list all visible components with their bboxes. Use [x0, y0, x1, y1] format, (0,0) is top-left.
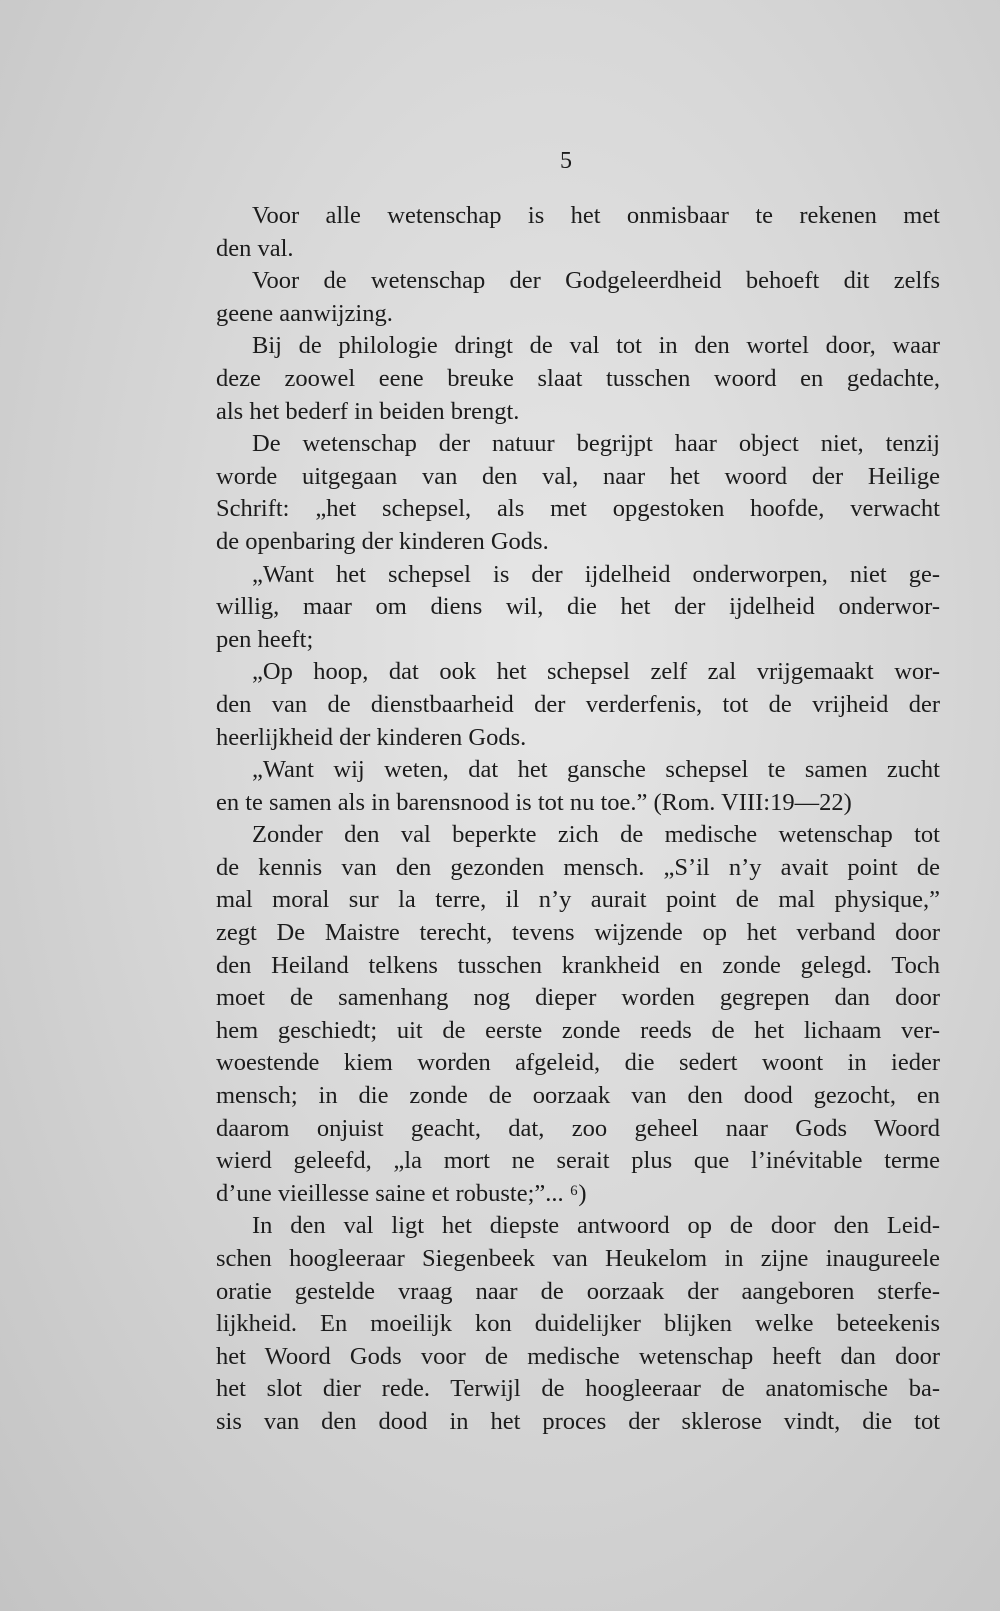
- text-line: „Op hoop, dat ook het schepsel zelf zal vrijgemaakt wor-: [252, 658, 940, 686]
- text-line: Zonder den val beperkte zich de medische wetenschap tot: [252, 821, 940, 849]
- text-line: zegt De Maistre terecht, tevens wijzende op het verband door: [216, 919, 940, 947]
- text-line: daarom onjuist geacht, dat, zoo geheel naar Gods Woord: [216, 1114, 940, 1142]
- text-line: den Heiland telkens tusschen krankheid en zonde gelegd. Toch: [216, 951, 940, 979]
- text-line: willig, maar om diens wil, die het der ijdelheid onderwor-: [216, 593, 940, 621]
- text-line: de openbaring der kinderen Gods.: [216, 527, 549, 555]
- text-line: schen hoogleeraar Siegenbeek van Heukelom in zijne inaugureele: [216, 1245, 940, 1272]
- text-line: lijkheid. En moeilijk kon duidelijker blijken welke beteekenis: [216, 1310, 940, 1338]
- text-line: Voor de wetenschap der Godgeleerdheid behoeft dit zelfs: [252, 267, 940, 295]
- body-text: [216, 200, 940, 1439]
- text-line: wierd geleefd, „la mort ne serait plus que l’inévitable terme: [216, 1147, 940, 1175]
- text-line: het slot dier rede. Terwijl de hoogleeraar de anatomische ba-: [216, 1375, 940, 1403]
- page-number: 5: [560, 148, 572, 174]
- text-line: heerlijkheid der kinderen Gods.: [216, 723, 527, 751]
- text-line: mensch; in die zonde de oorzaak van den dood gezocht, en: [216, 1082, 940, 1110]
- text-line: sis van den dood in het proces der sklerose vindt, die tot: [216, 1407, 940, 1435]
- text-line: deze zoowel eene breuke slaat tusschen woord en gedachte,: [216, 364, 940, 392]
- text-line: oratie gestelde vraag naar de oorzaak der aangeboren sterfe-: [216, 1277, 940, 1305]
- text-line: pen heeft;: [216, 625, 314, 653]
- text-line: den val.: [216, 234, 294, 262]
- text-line: woestende kiem worden afgeleid, die sedert woont in ieder: [216, 1049, 940, 1077]
- text-line: worde uitgegaan van den val, naar het woord der Heilige: [216, 462, 940, 490]
- text-line: Bij de philologie dringt de val tot in den wortel door, waar: [252, 332, 940, 360]
- text-line: den van de dienstbaarheid der verderfenis, tot de vrijheid der: [216, 690, 940, 718]
- text-line: In den val ligt het diepste antwoord op de door den Leid-: [252, 1212, 940, 1240]
- text-line: Voor alle wetenschap is het onmisbaar te rekenen met: [252, 202, 940, 229]
- text-line: moet de samenhang nog dieper worden gegrepen dan door: [216, 984, 940, 1012]
- text-line: als het bederf in beiden brengt.: [216, 397, 520, 425]
- text-line: d’une vieillesse saine et robuste;”... ⁶): [216, 1179, 587, 1207]
- text-line: mal moral sur la terre, il n’y aurait point de mal physique,”: [216, 886, 940, 914]
- text-line: hem geschiedt; uit de eerste zonde reeds de het lichaam ver-: [216, 1016, 940, 1044]
- text-line: de kennis van den gezonden mensch. „S’il n’y avait point de: [216, 853, 940, 881]
- text-line: het Woord Gods voor de medische wetenschap heeft dan door: [216, 1342, 940, 1370]
- text-line: De wetenschap der natuur begrijpt haar object niet, tenzij: [252, 430, 940, 458]
- text-line: Schrift: „het schepsel, als met opgestoken hoofde, verwacht: [216, 495, 940, 523]
- text-line: geene aanwijzing.: [216, 299, 393, 327]
- text-line: „Want wij weten, dat het gansche schepsel te samen zucht: [252, 756, 940, 784]
- text-line: „Want het schepsel is der ijdelheid onderworpen, niet ge-: [252, 560, 940, 588]
- text-line: en te samen als in barensnood is tot nu toe.” (Rom. VIII:19—22): [216, 788, 852, 816]
